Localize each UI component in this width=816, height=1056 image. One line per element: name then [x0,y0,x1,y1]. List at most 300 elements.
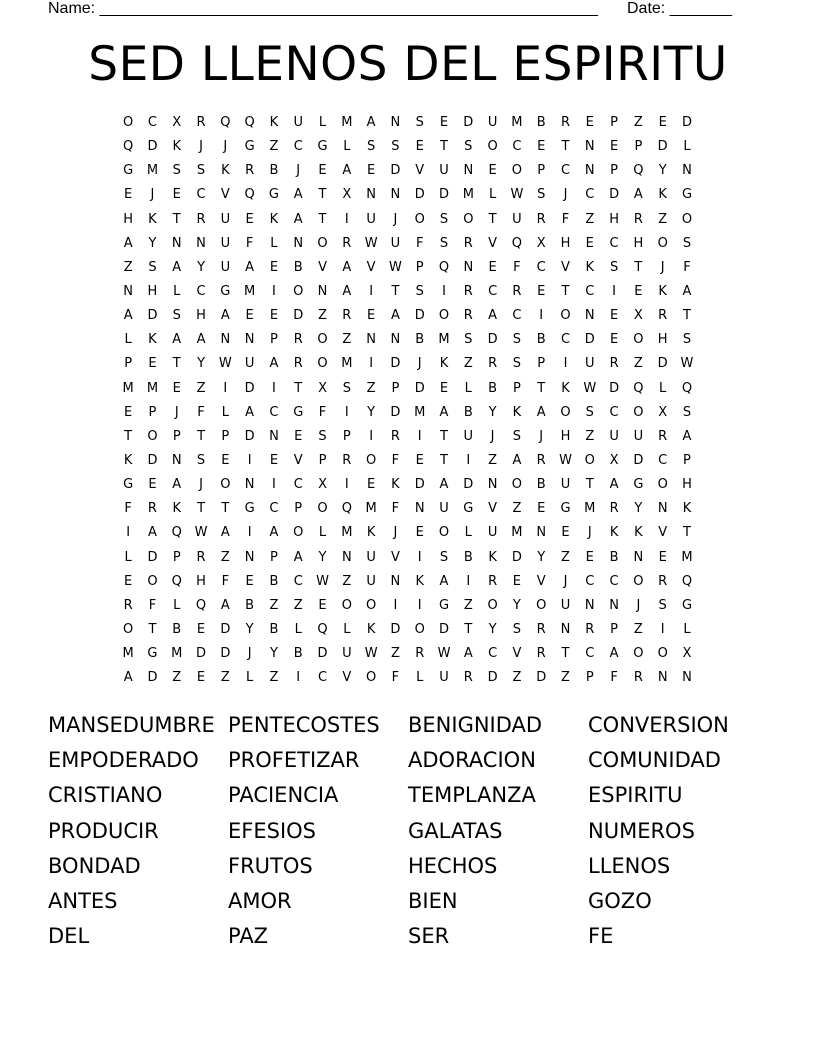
grid-letter[interactable]: Q [220,115,231,130]
grid-letter[interactable]: X [658,404,668,420]
grid-letter[interactable]: I [369,428,374,444]
grid-letter[interactable]: E [658,115,667,130]
grid-letter[interactable]: F [610,670,618,686]
grid-letter[interactable]: U [220,259,231,275]
grid-letter[interactable]: P [221,428,230,444]
grid-letter[interactable]: O [293,283,304,299]
grid-letter[interactable]: Z [220,549,230,565]
grid-letter[interactable]: S [342,380,351,396]
grid-letter[interactable]: A [123,670,133,686]
grid-letter[interactable]: X [633,308,643,324]
grid-letter[interactable]: Z [390,646,400,662]
grid-letter[interactable]: E [245,573,254,589]
grid-letter[interactable]: D [293,308,304,324]
grid-letter[interactable]: M [341,356,353,372]
grid-letter[interactable]: Z [512,670,522,686]
grid-letter[interactable]: N [244,332,255,348]
grid-letter[interactable]: Z [561,670,570,686]
grid-letter[interactable]: T [440,139,448,155]
grid-letter[interactable]: E [609,308,619,324]
grid-letter[interactable]: E [148,477,157,493]
grid-letter[interactable]: C [609,404,619,420]
grid-letter[interactable]: N [584,308,595,324]
grid-letter[interactable]: S [366,139,376,155]
grid-letter[interactable]: A [220,308,230,324]
grid-letter[interactable]: R [342,308,352,324]
grid-letter[interactable]: L [683,139,691,155]
grid-letter[interactable]: L [221,404,229,420]
grid-letter[interactable]: H [560,235,571,251]
grid-letter[interactable]: E [439,115,449,130]
grid-letter[interactable]: E [488,259,497,275]
grid-letter[interactable]: G [244,139,255,155]
grid-letter[interactable]: J [660,259,665,275]
grid-letter[interactable]: L [294,621,302,637]
grid-letter[interactable]: E [439,380,449,396]
grid-letter[interactable]: B [609,549,619,565]
grid-letter[interactable]: A [269,525,279,541]
grid-letter[interactable]: I [344,211,349,227]
grid-letter[interactable]: C [585,283,595,299]
grid-letter[interactable]: O [463,211,474,227]
grid-letter[interactable]: U [463,428,474,444]
grid-letter[interactable]: R [658,428,668,444]
grid-letter[interactable]: J [199,139,203,155]
grid-letter[interactable]: C [147,115,157,130]
grid-letter[interactable]: O [438,308,450,324]
grid-letter[interactable]: D [147,452,158,468]
grid-letter[interactable]: U [439,670,449,686]
grid-letter[interactable]: P [537,163,546,179]
grid-letter[interactable]: E [172,380,181,396]
grid-letter[interactable]: I [272,380,276,396]
grid-letter[interactable]: N [390,573,401,589]
grid-letter[interactable]: R [633,670,643,686]
grid-letter[interactable]: L [173,597,181,613]
grid-letter[interactable]: K [123,452,133,468]
grid-letter[interactable]: B [488,380,498,396]
grid-letter[interactable]: K [221,163,230,179]
grid-letter[interactable]: F [197,404,205,420]
grid-letter[interactable]: I [126,525,131,541]
grid-letter[interactable]: S [682,404,692,420]
grid-letter[interactable]: J [539,428,544,444]
grid-letter[interactable]: A [342,259,352,275]
grid-letter[interactable]: M [146,163,159,179]
grid-letter[interactable]: L [246,670,254,686]
grid-letter[interactable]: H [657,332,668,348]
grid-letter[interactable]: N [682,670,692,686]
grid-letter[interactable]: C [609,235,619,251]
grid-letter[interactable]: K [391,477,400,493]
grid-letter[interactable]: A [439,404,449,420]
grid-letter[interactable]: M [414,404,426,420]
grid-letter[interactable]: N [244,477,255,493]
grid-letter[interactable]: E [367,163,376,179]
grid-letter[interactable]: O [487,597,498,613]
grid-letter[interactable]: Z [658,211,668,227]
grid-letter[interactable]: M [462,187,474,203]
grid-letter[interactable]: R [196,211,206,227]
grid-letter[interactable]: Y [245,621,254,637]
grid-letter[interactable]: Z [585,428,595,444]
grid-letter[interactable]: I [393,597,398,613]
grid-letter[interactable]: C [488,646,498,662]
grid-letter[interactable]: Q [317,621,328,637]
grid-letter[interactable]: E [221,452,230,468]
grid-letter[interactable]: O [366,452,377,468]
grid-letter[interactable]: T [683,308,691,324]
grid-letter[interactable]: W [559,452,572,468]
grid-letter[interactable]: E [172,187,181,203]
grid-letter[interactable]: G [293,404,304,420]
grid-letter[interactable]: G [268,187,279,203]
grid-letter[interactable]: D [414,380,425,396]
grid-letter[interactable]: K [634,525,643,541]
grid-letter[interactable]: C [560,332,571,348]
grid-letter[interactable]: N [657,501,668,517]
grid-letter[interactable]: J [296,163,301,179]
grid-letter[interactable]: D [439,187,450,203]
grid-letter[interactable]: I [417,597,422,613]
grid-letter[interactable]: R [536,646,546,662]
grid-letter[interactable]: N [633,549,644,565]
grid-letter[interactable]: L [318,115,327,130]
grid-letter[interactable]: U [293,115,303,130]
grid-letter[interactable]: A [439,573,449,589]
grid-letter[interactable]: A [293,211,303,227]
grid-letter[interactable]: L [343,139,351,155]
grid-letter[interactable]: M [122,380,134,396]
grid-letter[interactable]: M [341,115,353,130]
grid-letter[interactable]: M [244,283,256,299]
grid-letter[interactable]: D [584,332,595,348]
grid-letter[interactable]: S [585,404,594,420]
grid-letter[interactable]: N [390,115,401,130]
grid-letter[interactable]: T [440,452,448,468]
grid-letter[interactable]: A [439,477,449,493]
grid-letter[interactable]: U [220,235,231,251]
grid-letter[interactable]: E [196,670,206,686]
grid-letter[interactable]: Q [195,597,207,613]
grid-letter[interactable]: G [463,501,474,517]
grid-letter[interactable]: T [294,380,303,396]
grid-letter[interactable]: C [536,259,546,275]
grid-letter[interactable]: C [585,187,595,203]
grid-letter[interactable]: O [341,597,352,613]
grid-letter[interactable]: O [123,621,134,637]
grid-letter[interactable]: D [390,356,401,372]
grid-letter[interactable]: Z [633,115,643,130]
grid-letter[interactable]: E [124,187,133,203]
grid-letter[interactable]: N [463,163,474,179]
grid-letter[interactable]: U [244,356,255,372]
grid-letter[interactable]: X [172,115,182,130]
grid-letter[interactable]: X [342,187,352,203]
grid-letter[interactable]: Y [148,235,157,251]
grid-letter[interactable]: R [585,621,595,637]
grid-letter[interactable]: I [272,477,276,493]
grid-letter[interactable]: D [147,549,158,565]
grid-letter[interactable]: Z [269,670,279,686]
grid-letter[interactable]: T [561,646,570,662]
grid-letter[interactable]: O [220,477,231,493]
grid-letter[interactable]: H [560,428,571,444]
grid-letter[interactable]: B [415,332,425,348]
grid-letter[interactable]: A [512,452,522,468]
grid-letter[interactable]: S [537,187,546,203]
grid-letter[interactable]: S [464,332,473,348]
grid-letter[interactable]: L [318,525,327,541]
grid-letter[interactable]: M [122,646,134,662]
grid-letter[interactable]: O [511,163,523,179]
grid-letter[interactable]: K [269,211,279,227]
grid-letter[interactable]: O [123,115,134,130]
grid-letter[interactable]: V [318,259,327,275]
grid-letter[interactable]: O [511,477,523,493]
grid-letter[interactable]: H [633,235,644,251]
grid-letter[interactable]: N [171,235,182,251]
grid-letter[interactable]: Z [366,380,376,396]
grid-letter[interactable]: E [269,308,279,324]
grid-letter[interactable]: Z [220,670,230,686]
grid-letter[interactable]: X [536,235,546,251]
grid-letter[interactable]: O [147,573,158,589]
grid-letter[interactable]: T [197,428,206,444]
grid-letter[interactable]: M [146,380,159,396]
grid-letter[interactable]: Q [633,380,644,396]
grid-letter[interactable]: G [681,187,693,203]
grid-letter[interactable]: I [466,573,471,589]
grid-letter[interactable]: T [197,501,206,517]
grid-letter[interactable]: N [487,477,498,493]
grid-letter[interactable]: C [488,283,498,299]
grid-letter[interactable]: U [342,646,352,662]
grid-letter[interactable]: J [636,597,641,613]
grid-letter[interactable]: I [247,525,252,541]
grid-letter[interactable]: Q [633,163,644,179]
grid-letter[interactable]: D [463,115,474,130]
grid-letter[interactable]: Q [438,259,450,275]
grid-letter[interactable]: N [293,235,304,251]
grid-letter[interactable]: E [561,525,570,541]
grid-letter[interactable]: S [512,356,522,372]
grid-letter[interactable]: V [342,670,352,686]
grid-letter[interactable]: P [270,332,278,348]
grid-letter[interactable]: A [293,187,303,203]
grid-letter[interactable]: Z [633,356,643,372]
grid-letter[interactable]: W [194,525,208,541]
grid-letter[interactable]: V [512,646,522,662]
grid-letter[interactable]: G [438,597,450,613]
grid-letter[interactable]: T [148,621,157,637]
grid-letter[interactable]: L [659,380,667,396]
grid-letter[interactable]: P [391,380,400,396]
grid-letter[interactable]: Q [244,187,255,203]
grid-letter[interactable]: S [682,332,692,348]
grid-letter[interactable]: R [147,501,157,517]
grid-letter[interactable]: O [633,573,644,589]
grid-letter[interactable]: G [681,597,693,613]
grid-letter[interactable]: G [633,477,644,493]
grid-letter[interactable]: A [220,597,230,613]
grid-letter[interactable]: L [124,549,132,565]
grid-letter[interactable]: L [173,283,181,299]
grid-letter[interactable]: G [123,477,134,493]
grid-letter[interactable]: T [221,501,230,517]
grid-letter[interactable]: Z [318,308,327,324]
grid-letter[interactable]: S [196,163,206,179]
grid-letter[interactable]: D [147,308,158,324]
grid-letter[interactable]: R [536,621,546,637]
grid-letter[interactable]: D [414,187,425,203]
grid-letter[interactable]: J [223,139,228,155]
grid-letter[interactable]: E [537,139,546,155]
grid-letter[interactable]: A [123,308,133,324]
grid-letter[interactable]: C [512,139,522,155]
grid-letter[interactable]: K [366,621,376,637]
grid-letter[interactable]: E [318,163,327,179]
grid-letter[interactable]: P [415,259,424,275]
grid-letter[interactable]: D [633,452,644,468]
grid-letter[interactable]: V [561,259,570,275]
grid-letter[interactable]: O [317,235,328,251]
grid-letter[interactable]: R [245,163,255,179]
grid-letter[interactable]: U [390,235,401,251]
grid-letter[interactable]: C [560,163,571,179]
grid-letter[interactable]: K [366,525,376,541]
grid-letter[interactable]: S [682,235,692,251]
grid-letter[interactable]: A [390,308,400,324]
grid-letter[interactable]: P [172,549,181,565]
grid-letter[interactable]: K [512,404,522,420]
grid-letter[interactable]: P [537,356,546,372]
grid-letter[interactable]: I [344,404,349,420]
grid-letter[interactable]: N [463,259,474,275]
grid-letter[interactable]: M [511,525,523,541]
grid-letter[interactable]: E [148,356,157,372]
grid-letter[interactable]: X [318,380,327,396]
grid-letter[interactable]: D [220,646,231,662]
grid-letter[interactable]: O [366,670,377,686]
grid-letter[interactable]: D [609,380,620,396]
grid-letter[interactable]: Z [172,670,182,686]
grid-letter[interactable]: S [439,211,449,227]
grid-letter[interactable]: Q [341,501,352,517]
grid-letter[interactable]: T [561,139,570,155]
grid-letter[interactable]: H [609,211,619,227]
grid-letter[interactable]: R [196,549,206,565]
grid-letter[interactable]: E [512,573,521,589]
grid-letter[interactable]: L [683,621,691,637]
grid-letter[interactable]: T [683,525,691,541]
grid-letter[interactable]: N [123,283,134,299]
grid-letter[interactable]: K [682,501,692,517]
grid-letter[interactable]: V [488,501,498,517]
grid-letter[interactable]: E [196,621,206,637]
grid-letter[interactable]: O [657,235,668,251]
grid-letter[interactable]: U [560,597,571,613]
grid-letter[interactable]: K [415,573,424,589]
grid-letter[interactable]: U [220,211,231,227]
grid-letter[interactable]: P [172,428,181,444]
grid-letter[interactable]: C [269,501,279,517]
grid-letter[interactable]: I [660,621,665,637]
grid-letter[interactable]: R [293,356,303,372]
grid-letter[interactable]: G [147,646,158,662]
grid-letter[interactable]: N [269,428,279,444]
grid-letter[interactable]: Y [318,549,327,565]
grid-letter[interactable]: Z [123,259,133,275]
grid-letter[interactable]: T [537,380,546,396]
grid-letter[interactable]: Y [488,404,497,420]
grid-letter[interactable]: K [488,549,497,565]
grid-letter[interactable]: U [560,477,571,493]
grid-letter[interactable]: C [512,308,522,324]
grid-letter[interactable]: T [634,259,643,275]
grid-letter[interactable]: E [585,115,594,130]
grid-letter[interactable]: K [172,139,181,155]
grid-letter[interactable]: B [536,115,546,130]
grid-letter[interactable]: L [416,670,424,686]
grid-letter[interactable]: G [220,283,231,299]
grid-letter[interactable]: N [609,597,619,613]
grid-letter[interactable]: D [390,163,401,179]
grid-letter[interactable]: A [342,163,352,179]
grid-letter[interactable]: G [123,163,134,179]
grid-letter[interactable]: G [317,139,328,155]
grid-letter[interactable]: W [583,380,597,396]
grid-letter[interactable]: R [488,573,498,589]
grid-letter[interactable]: O [317,501,328,517]
grid-letter[interactable]: W [316,573,329,589]
grid-letter[interactable]: W [364,646,378,662]
grid-letter[interactable]: V [366,259,376,275]
grid-letter[interactable]: F [318,404,327,420]
grid-letter[interactable]: U [366,549,376,565]
grid-letter[interactable]: A [123,235,133,251]
grid-letter[interactable]: C [609,573,619,589]
grid-letter[interactable]: Z [488,452,498,468]
grid-letter[interactable]: N [220,332,231,348]
grid-letter[interactable]: I [539,308,544,324]
grid-letter[interactable]: R [488,356,498,372]
grid-letter[interactable]: W [437,646,451,662]
grid-letter[interactable]: C [196,187,206,203]
grid-letter[interactable]: N [244,549,255,565]
grid-letter[interactable]: A [245,404,255,420]
grid-letter[interactable]: R [196,115,206,130]
grid-letter[interactable]: O [681,211,693,227]
grid-letter[interactable]: C [585,646,595,662]
grid-letter[interactable]: V [658,525,668,541]
grid-letter[interactable]: N [682,163,692,179]
grid-letter[interactable]: R [342,452,352,468]
grid-letter[interactable]: T [172,211,181,227]
grid-letter[interactable]: N [171,452,182,468]
grid-letter[interactable]: N [584,597,595,613]
grid-letter[interactable]: Y [367,404,376,420]
grid-letter[interactable]: Z [269,139,279,155]
grid-letter[interactable]: I [417,549,422,565]
grid-letter[interactable]: C [317,670,328,686]
grid-letter[interactable]: F [221,573,230,589]
grid-letter[interactable]: K [148,211,157,227]
grid-letter[interactable]: A [293,549,303,565]
grid-letter[interactable]: S [439,549,449,565]
grid-letter[interactable]: Y [634,501,643,517]
grid-letter[interactable]: G [244,501,255,517]
